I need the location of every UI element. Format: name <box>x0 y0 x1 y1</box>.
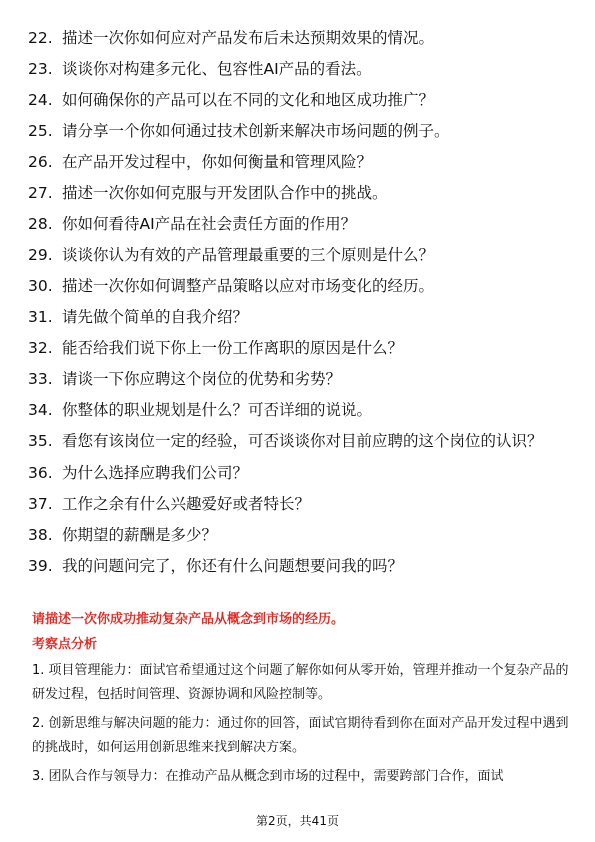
item-text: 看您有该岗位一定的经验，可否谈谈你对目前应聘的这个岗位的认识？ <box>62 432 543 450</box>
list-item <box>28 494 568 515</box>
item-text: 谈谈你认为有效的产品管理最重要的三个原则是什么？ <box>62 246 435 264</box>
list-item <box>28 121 568 142</box>
list-item <box>28 525 568 546</box>
question-list <box>28 28 568 587</box>
list-item <box>28 214 568 235</box>
item-number: 25. <box>28 122 53 140</box>
analysis-item: 2. 创新思维与解决问题的能力：通过你的回答，面试官期待看到你在面对产品开发过程中遇到的挑战时，如何运用创新思维来找到解决方案。 <box>32 716 569 755</box>
item-number: 32. <box>28 339 53 357</box>
list-item <box>28 183 568 204</box>
section-heading: 考察点分析 <box>32 637 98 652</box>
analysis-list <box>32 659 570 795</box>
item-text: 描述一次你如何调整产品策略以应对市场变化的经历。 <box>62 277 435 295</box>
analysis-item: 1. 项目管理能力：面试官希望通过这个问题了解你如何从零开始，管理并推动一个复杂产品的研发过程，包括时间管理、资源协调和风险控制等。 <box>32 663 569 702</box>
item-text: 我的问题问完了，你还有什么问题想要问我的吗？ <box>62 557 404 575</box>
item-text: 描述一次你如何应对产品发布后未达预期效果的情况。 <box>62 29 435 47</box>
item-number: 35. <box>28 432 53 450</box>
item-text: 能否给我们说下你上一份工作离职的原因是什么？ <box>62 339 404 357</box>
item-text: 请谈一下你应聘这个岗位的优势和劣势？ <box>62 370 342 388</box>
item-number: 22. <box>28 29 53 47</box>
item-text: 描述一次你如何克服与开发团队合作中的挑战。 <box>62 184 388 202</box>
item-text: 谈谈你对构建多元化、包容性AI产品的看法。 <box>62 60 372 78</box>
item-number: 33. <box>28 370 53 388</box>
item-number: 27. <box>28 184 53 202</box>
list-item <box>28 338 568 359</box>
item-text: 如何确保你的产品可以在不同的文化和地区成功推广？ <box>62 91 435 109</box>
analysis-item: 3. 团队合作与领导力：在推动产品从概念到市场的过程中，需要跨部门合作，面试 <box>32 769 504 784</box>
item-number: 30. <box>28 277 53 295</box>
item-number: 31. <box>28 308 53 326</box>
section-question: 请描述一次你成功推动复杂产品从概念到市场的经历。 <box>32 612 345 627</box>
item-text: 你如何看待AI产品在社会责任方面的作用？ <box>62 215 357 233</box>
list-item <box>28 276 568 297</box>
item-number: 36. <box>28 464 53 482</box>
list-item <box>28 245 568 266</box>
item-number: 34. <box>28 401 53 419</box>
item-text: 你期望的薪酬是多少？ <box>62 526 218 544</box>
item-number: 26. <box>28 153 53 171</box>
list-item <box>28 28 568 49</box>
item-text: 请分享一个你如何通过技术创新来解决市场问题的例子。 <box>62 122 450 140</box>
list-item <box>28 369 568 390</box>
list-item <box>28 59 568 80</box>
item-number: 38. <box>28 526 53 544</box>
list-item <box>28 152 568 173</box>
item-text: 为什么选择应聘我们公司？ <box>62 464 249 482</box>
item-number: 39. <box>28 557 53 575</box>
item-text: 请先做个简单的自我介绍？ <box>62 308 249 326</box>
list-item <box>28 556 568 577</box>
item-number: 23. <box>28 60 53 78</box>
item-text: 在产品开发过程中，你如何衡量和管理风险？ <box>62 153 373 171</box>
item-number: 29. <box>28 246 53 264</box>
item-text: 你整体的职业规划是什么？可否详细的说说。 <box>62 401 373 419</box>
item-text: 工作之余有什么兴趣爱好或者特长？ <box>62 495 311 513</box>
list-item <box>28 400 568 421</box>
item-number: 24. <box>28 91 53 109</box>
item-number: 37. <box>28 495 53 513</box>
list-item <box>28 90 568 111</box>
list-item <box>28 431 568 452</box>
item-number: 28. <box>28 215 53 233</box>
page-number: 第2页，共41页 <box>256 814 339 828</box>
list-item <box>28 463 568 484</box>
list-item <box>28 307 568 328</box>
